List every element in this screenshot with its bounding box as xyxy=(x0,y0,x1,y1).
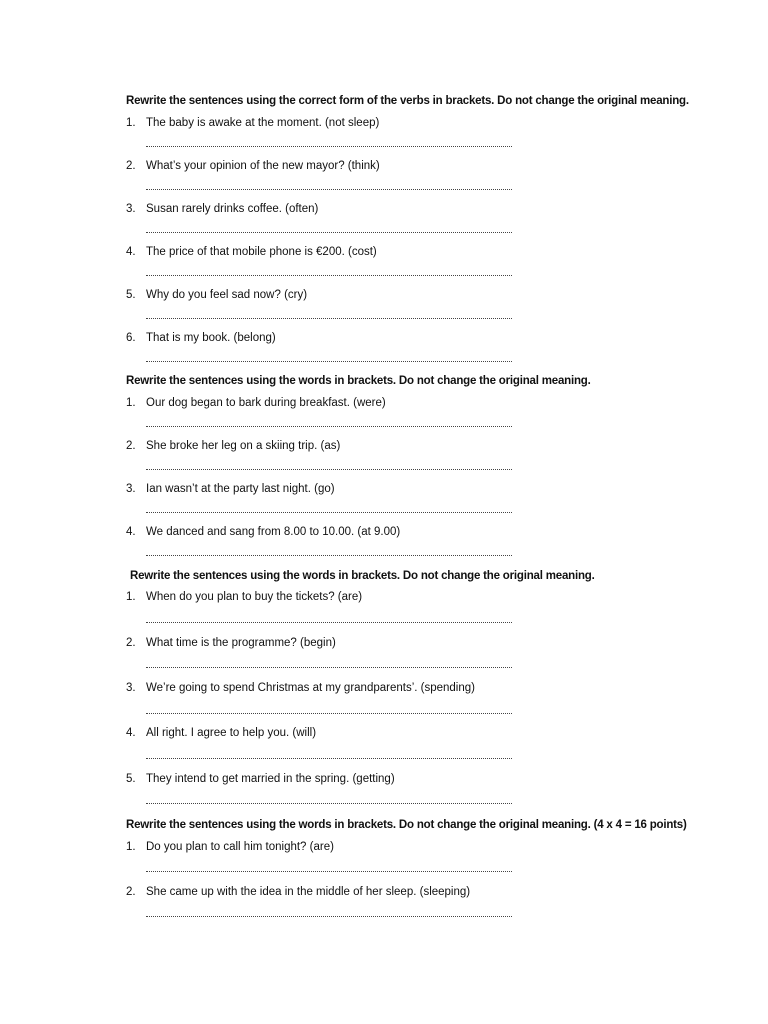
section-4-instruction: Rewrite the sentences using the words in brackets. Do not change the original meaning. (4 x 4 = 16 points) xyxy=(126,819,687,831)
item-sentence: What’s your opinion of the new mayor? (think) xyxy=(146,160,380,172)
answer-line[interactable] xyxy=(146,709,512,714)
item-sentence: Ian wasn’t at the party last night. (go) xyxy=(146,483,335,495)
exercise-item xyxy=(126,841,334,853)
item-number: 3. xyxy=(126,483,136,495)
exercise-item xyxy=(126,397,386,409)
item-sentence: When do you plan to buy the tickets? (are) xyxy=(146,591,363,603)
answer-line[interactable] xyxy=(146,912,512,917)
item-sentence: What time is the programme? (begin) xyxy=(146,637,336,649)
item-sentence: Why do you feel sad now? (cry) xyxy=(146,289,308,301)
item-number: 5. xyxy=(126,289,136,301)
item-number: 2. xyxy=(126,160,136,172)
exercise-item xyxy=(126,483,335,495)
item-number: 1. xyxy=(126,841,136,853)
item-sentence: Susan rarely drinks coffee. (often) xyxy=(146,203,319,215)
item-sentence: That is my book. (belong) xyxy=(146,332,276,344)
answer-line[interactable] xyxy=(146,799,512,804)
item-number: 2. xyxy=(126,637,136,649)
answer-line[interactable] xyxy=(146,618,512,623)
item-sentence: We’re going to spend Christmas at my grandparents’. (spending) xyxy=(146,682,475,694)
item-number: 4. xyxy=(126,526,136,538)
answer-line[interactable] xyxy=(146,185,512,190)
answer-line[interactable] xyxy=(146,867,512,872)
item-sentence: Our dog began to bark during breakfast. (were) xyxy=(146,397,386,409)
item-number: 3. xyxy=(126,203,136,215)
exercise-item xyxy=(126,727,316,739)
answer-line[interactable] xyxy=(146,422,512,427)
item-number: 4. xyxy=(126,727,136,739)
item-sentence: We danced and sang from 8.00 to 10.00. (at 9.00) xyxy=(146,526,401,538)
item-sentence: All right. I agree to help you. (will) xyxy=(146,727,317,739)
item-sentence: The price of that mobile phone is €200. (cost) xyxy=(146,246,377,258)
exercise-item xyxy=(126,526,400,538)
item-number: 1. xyxy=(126,117,136,129)
answer-line[interactable] xyxy=(146,357,512,362)
answer-line[interactable] xyxy=(146,314,512,319)
item-sentence: She came up with the idea in the middle of her sleep. (sleeping) xyxy=(146,886,471,898)
item-number: 2. xyxy=(126,886,136,898)
answer-line[interactable] xyxy=(146,508,512,513)
item-number: 1. xyxy=(126,591,136,603)
item-number: 5. xyxy=(126,773,136,785)
exercise-item xyxy=(126,160,380,172)
item-sentence: They intend to get married in the spring. (getting) xyxy=(146,773,395,785)
exercise-item xyxy=(126,246,377,258)
exercise-item xyxy=(126,440,340,452)
answer-line[interactable] xyxy=(146,551,512,556)
answer-line[interactable] xyxy=(146,754,512,759)
exercise-item xyxy=(126,117,379,129)
exercise-item xyxy=(126,332,276,344)
exercise-item xyxy=(126,637,336,649)
section-2-instruction: Rewrite the sentences using the words in brackets. Do not change the original meaning. xyxy=(126,375,591,387)
answer-line[interactable] xyxy=(146,228,512,233)
item-sentence: She broke her leg on a skiing trip. (as) xyxy=(146,440,341,452)
exercise-item xyxy=(126,203,318,215)
item-number: 4. xyxy=(126,246,136,258)
exercise-item xyxy=(126,682,475,694)
exercise-item xyxy=(126,886,470,898)
item-number: 6. xyxy=(126,332,136,344)
answer-line[interactable] xyxy=(146,142,512,147)
item-sentence: The baby is awake at the moment. (not sleep) xyxy=(146,117,380,129)
section-3-instruction: Rewrite the sentences using the words in brackets. Do not change the original meaning. xyxy=(130,570,595,582)
exercise-item xyxy=(126,289,307,301)
exercise-item xyxy=(126,773,395,785)
answer-line[interactable] xyxy=(146,271,512,276)
item-number: 2. xyxy=(126,440,136,452)
item-number: 3. xyxy=(126,682,136,694)
item-number: 1. xyxy=(126,397,136,409)
item-sentence: Do you plan to call him tonight? (are) xyxy=(146,841,334,853)
exercise-item xyxy=(126,591,362,603)
answer-line[interactable] xyxy=(146,465,512,470)
answer-line[interactable] xyxy=(146,663,512,668)
section-1-instruction: Rewrite the sentences using the correct form of the verbs in brackets. Do not change the original meaning. xyxy=(126,95,689,107)
